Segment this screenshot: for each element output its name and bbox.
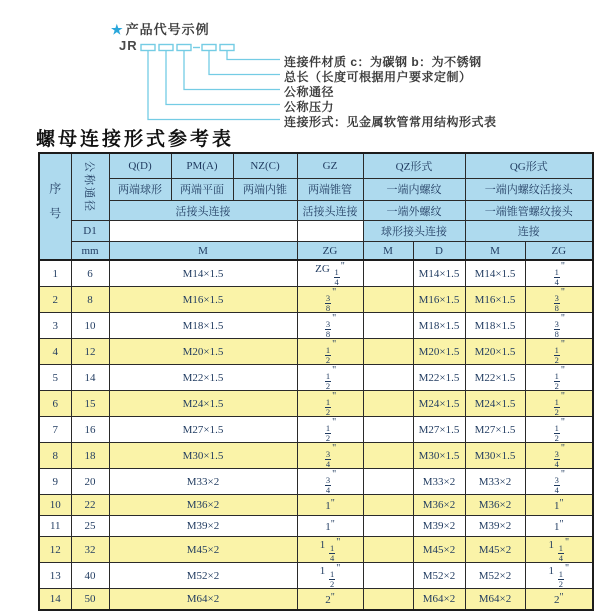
table-row xyxy=(39,516,593,537)
cell-qg-m: M16×1.5 xyxy=(465,287,525,313)
cell-m: M45×2 xyxy=(109,537,297,563)
header-qz-conn: 球形接头连接 xyxy=(363,221,465,242)
code-box-2 xyxy=(159,45,173,51)
cell-no: 12 xyxy=(39,537,71,563)
cell-m: M27×1.5 xyxy=(109,417,297,443)
cell-qz-d: M45×2 xyxy=(413,537,465,563)
cell-dn: 10 xyxy=(71,313,109,339)
header-qg-conn: 连接 xyxy=(465,221,593,242)
cell-dn: 50 xyxy=(71,589,109,610)
cell-dn: 16 xyxy=(71,417,109,443)
cell-qg-m: M14×1.5 xyxy=(465,260,525,287)
cell-qg-zg: $\frac{1}{2}$ " xyxy=(525,391,593,417)
cell-qz-m xyxy=(363,417,413,443)
cell-no: 1 xyxy=(39,260,71,287)
cell-qz-d: M27×1.5 xyxy=(413,417,465,443)
code-box-3 xyxy=(177,45,191,51)
header-d1: D1 xyxy=(71,221,109,242)
cell-qz-m xyxy=(363,469,413,495)
cell-qg-zg: 1 $\frac{1}{2}$ " xyxy=(525,563,593,589)
cell-qz-d: M33×2 xyxy=(413,469,465,495)
cell-qz-m xyxy=(363,516,413,537)
header-empty-gz xyxy=(297,221,363,242)
cell-qg-m: M45×2 xyxy=(465,537,525,563)
diagram-heading-text: 产品代号示例 xyxy=(125,22,210,37)
cell-no: 6 xyxy=(39,391,71,417)
cell-qz-m xyxy=(363,537,413,563)
cell-no: 2 xyxy=(39,287,71,313)
cell-dn: 22 xyxy=(71,495,109,516)
cell-gz-zg: $\frac{1}{2}$ " xyxy=(297,339,363,365)
header-dn: 公称通径 xyxy=(71,153,109,221)
header-qz-desc1: 一端内螺纹 xyxy=(363,179,465,201)
cell-qz-m xyxy=(363,495,413,516)
cell-qg-zg: 1 $\frac{1}{4}$ " xyxy=(525,537,593,563)
header-col-qd: Q(D) xyxy=(109,153,171,179)
header-qg-desc1: 一端内螺纹活接头 xyxy=(465,179,593,201)
cell-qz-m xyxy=(363,287,413,313)
cell-gz-zg: 1 $\frac{1}{2}$ " xyxy=(297,563,363,589)
table-row xyxy=(39,313,593,339)
cell-no: 9 xyxy=(39,469,71,495)
header-col-nz: NZ(C) xyxy=(233,153,297,179)
header-nz-desc: 两端内锥 xyxy=(233,179,297,201)
cell-no: 11 xyxy=(39,516,71,537)
header-qg-m: M xyxy=(465,242,525,260)
cell-qz-m xyxy=(363,563,413,589)
cell-dn: 14 xyxy=(71,365,109,391)
header-mm: mm xyxy=(71,242,109,260)
cell-qz-m xyxy=(363,589,413,610)
table-row xyxy=(39,339,593,365)
table-row xyxy=(39,563,593,589)
cell-qz-d: M39×2 xyxy=(413,516,465,537)
cell-m: M20×1.5 xyxy=(109,339,297,365)
cell-qg-zg: 1" xyxy=(525,495,593,516)
cell-qg-zg: $\frac{1}{2}$ " xyxy=(525,417,593,443)
cell-qz-d: M64×2 xyxy=(413,589,465,610)
cell-qg-m: M27×1.5 xyxy=(465,417,525,443)
cell-qg-zg: $\frac{1}{4}$ " xyxy=(525,260,593,287)
cell-gz-zg: $\frac{3}{8}$ " xyxy=(297,313,363,339)
cell-dn: 6 xyxy=(71,260,109,287)
cell-qg-m: M20×1.5 xyxy=(465,339,525,365)
cell-gz-zg: $\frac{3}{4}$ " xyxy=(297,469,363,495)
table-row xyxy=(39,495,593,516)
header-pm-desc: 两端平面 xyxy=(171,179,233,201)
cell-m: M39×2 xyxy=(109,516,297,537)
cell-qg-m: M30×1.5 xyxy=(465,443,525,469)
cell-qz-d: M36×2 xyxy=(413,495,465,516)
header-qz-desc2: 一端外螺纹 xyxy=(363,200,465,221)
table-row xyxy=(39,417,593,443)
cell-qz-m xyxy=(363,339,413,365)
cell-no: 5 xyxy=(39,365,71,391)
table-row xyxy=(39,443,593,469)
header-union-desc: 活接头连接 xyxy=(109,200,297,221)
diagram-heading xyxy=(111,19,210,38)
star-icon: ★ xyxy=(111,22,124,37)
header-qg-zg: ZG xyxy=(525,242,593,260)
cell-m: M30×1.5 xyxy=(109,443,297,469)
label-nominal-diameter: 公称通径 xyxy=(284,85,335,99)
header-col-qg: QG形式 xyxy=(465,153,593,179)
cell-qg-zg: 2" xyxy=(525,589,593,610)
cell-no: 10 xyxy=(39,495,71,516)
cell-qg-m: M18×1.5 xyxy=(465,313,525,339)
header-qz-m: M xyxy=(363,242,413,260)
cell-m: M18×1.5 xyxy=(109,313,297,339)
cell-m: M14×1.5 xyxy=(109,260,297,287)
code-prefix: JR xyxy=(119,38,138,53)
cell-gz-zg: 1" xyxy=(297,495,363,516)
table-row xyxy=(39,391,593,417)
cell-m: M16×1.5 xyxy=(109,287,297,313)
cell-qz-m xyxy=(363,391,413,417)
cell-gz-zg: 1 $\frac{1}{4}$ " xyxy=(297,537,363,563)
header-gz-zg: ZG xyxy=(297,242,363,260)
cell-qg-m: M36×2 xyxy=(465,495,525,516)
header-qd-desc: 两端球形 xyxy=(109,179,171,201)
cell-no: 3 xyxy=(39,313,71,339)
label-connection-form: 连接形式：见金属软管常用结构形式表 xyxy=(284,115,497,129)
cell-dn: 40 xyxy=(71,563,109,589)
header-empty-m xyxy=(109,221,297,242)
cell-qg-zg: $\frac{1}{2}$ " xyxy=(525,339,593,365)
cell-qz-m xyxy=(363,260,413,287)
cell-dn: 20 xyxy=(71,469,109,495)
code-box-5 xyxy=(220,45,234,51)
cell-qg-m: M33×2 xyxy=(465,469,525,495)
cell-qg-zg: $\frac{3}{4}$ " xyxy=(525,469,593,495)
label-nominal-pressure: 公称压力 xyxy=(284,100,335,114)
code-box-1 xyxy=(141,45,155,51)
table-title: 螺母连接形式参考表 xyxy=(36,128,235,150)
cell-qg-m: M24×1.5 xyxy=(465,391,525,417)
header-m-span: M xyxy=(109,242,297,260)
cell-qg-m: M52×2 xyxy=(465,563,525,589)
cell-qg-zg: $\frac{3}{8}$ " xyxy=(525,287,593,313)
header-col-gz: GZ xyxy=(297,153,363,179)
cell-no: 7 xyxy=(39,417,71,443)
cell-m: M64×2 xyxy=(109,589,297,610)
cell-m: M22×1.5 xyxy=(109,365,297,391)
cell-qz-d: M14×1.5 xyxy=(413,260,465,287)
cell-qz-m xyxy=(363,443,413,469)
code-box-4 xyxy=(202,45,216,51)
cell-no: 4 xyxy=(39,339,71,365)
cell-qg-zg: 1" xyxy=(525,516,593,537)
header-gz-union: 活接头连接 xyxy=(297,200,363,221)
label-total-length: 总长（长度可根据用户要求定制） xyxy=(284,70,472,84)
table-row xyxy=(39,365,593,391)
header-col-pm: PM(A) xyxy=(171,153,233,179)
header-gz-desc: 两端锥管 xyxy=(297,179,363,201)
cell-dn: 25 xyxy=(71,516,109,537)
cell-dn: 8 xyxy=(71,287,109,313)
cell-m: M52×2 xyxy=(109,563,297,589)
header-qz-d: D xyxy=(413,242,465,260)
cell-dn: 32 xyxy=(71,537,109,563)
cell-qg-m: M22×1.5 xyxy=(465,365,525,391)
cell-gz-zg: ZG $\frac{1}{4}$ " xyxy=(297,260,363,287)
cell-gz-zg: $\frac{3}{8}$ " xyxy=(297,287,363,313)
cell-qz-d: M30×1.5 xyxy=(413,443,465,469)
cell-qz-m xyxy=(363,313,413,339)
cell-gz-zg: $\frac{1}{2}$ " xyxy=(297,391,363,417)
cell-gz-zg: 1" xyxy=(297,516,363,537)
table-row xyxy=(39,260,593,287)
table-row xyxy=(39,537,593,563)
table-body xyxy=(39,260,593,610)
table-row xyxy=(39,287,593,313)
cell-gz-zg: $\frac{1}{2}$ " xyxy=(297,417,363,443)
cell-dn: 18 xyxy=(71,443,109,469)
cell-no: 8 xyxy=(39,443,71,469)
nut-connection-table xyxy=(38,152,594,611)
cell-qz-d: M52×2 xyxy=(413,563,465,589)
cell-gz-zg: $\frac{1}{2}$ " xyxy=(297,365,363,391)
cell-m: M36×2 xyxy=(109,495,297,516)
cell-dn: 12 xyxy=(71,339,109,365)
cell-qz-d: M20×1.5 xyxy=(413,339,465,365)
cell-qz-m xyxy=(363,365,413,391)
cell-qg-m: M64×2 xyxy=(465,589,525,610)
header-seq: 序号 xyxy=(39,153,71,260)
cell-qz-d: M24×1.5 xyxy=(413,391,465,417)
table-header xyxy=(39,153,593,260)
cell-qg-zg: $\frac{3}{4}$ " xyxy=(525,443,593,469)
header-col-qz: QZ形式 xyxy=(363,153,465,179)
cell-qz-d: M22×1.5 xyxy=(413,365,465,391)
cell-no: 14 xyxy=(39,589,71,610)
cell-no: 13 xyxy=(39,563,71,589)
cell-qg-m: M39×2 xyxy=(465,516,525,537)
cell-gz-zg: 2" xyxy=(297,589,363,610)
cell-qg-zg: $\frac{3}{8}$ " xyxy=(525,313,593,339)
cell-qz-d: M18×1.5 xyxy=(413,313,465,339)
table-row xyxy=(39,589,593,610)
cell-gz-zg: $\frac{3}{4}$ " xyxy=(297,443,363,469)
header-qg-desc2: 一端锥管螺纹接头 xyxy=(465,200,593,221)
cell-m: M33×2 xyxy=(109,469,297,495)
cell-dn: 15 xyxy=(71,391,109,417)
cell-m: M24×1.5 xyxy=(109,391,297,417)
cell-qg-zg: $\frac{1}{2}$ " xyxy=(525,365,593,391)
cell-qz-d: M16×1.5 xyxy=(413,287,465,313)
label-material: 连接件材质 c：为碳钢 b：为不锈钢 xyxy=(284,55,482,69)
table-row xyxy=(39,469,593,495)
